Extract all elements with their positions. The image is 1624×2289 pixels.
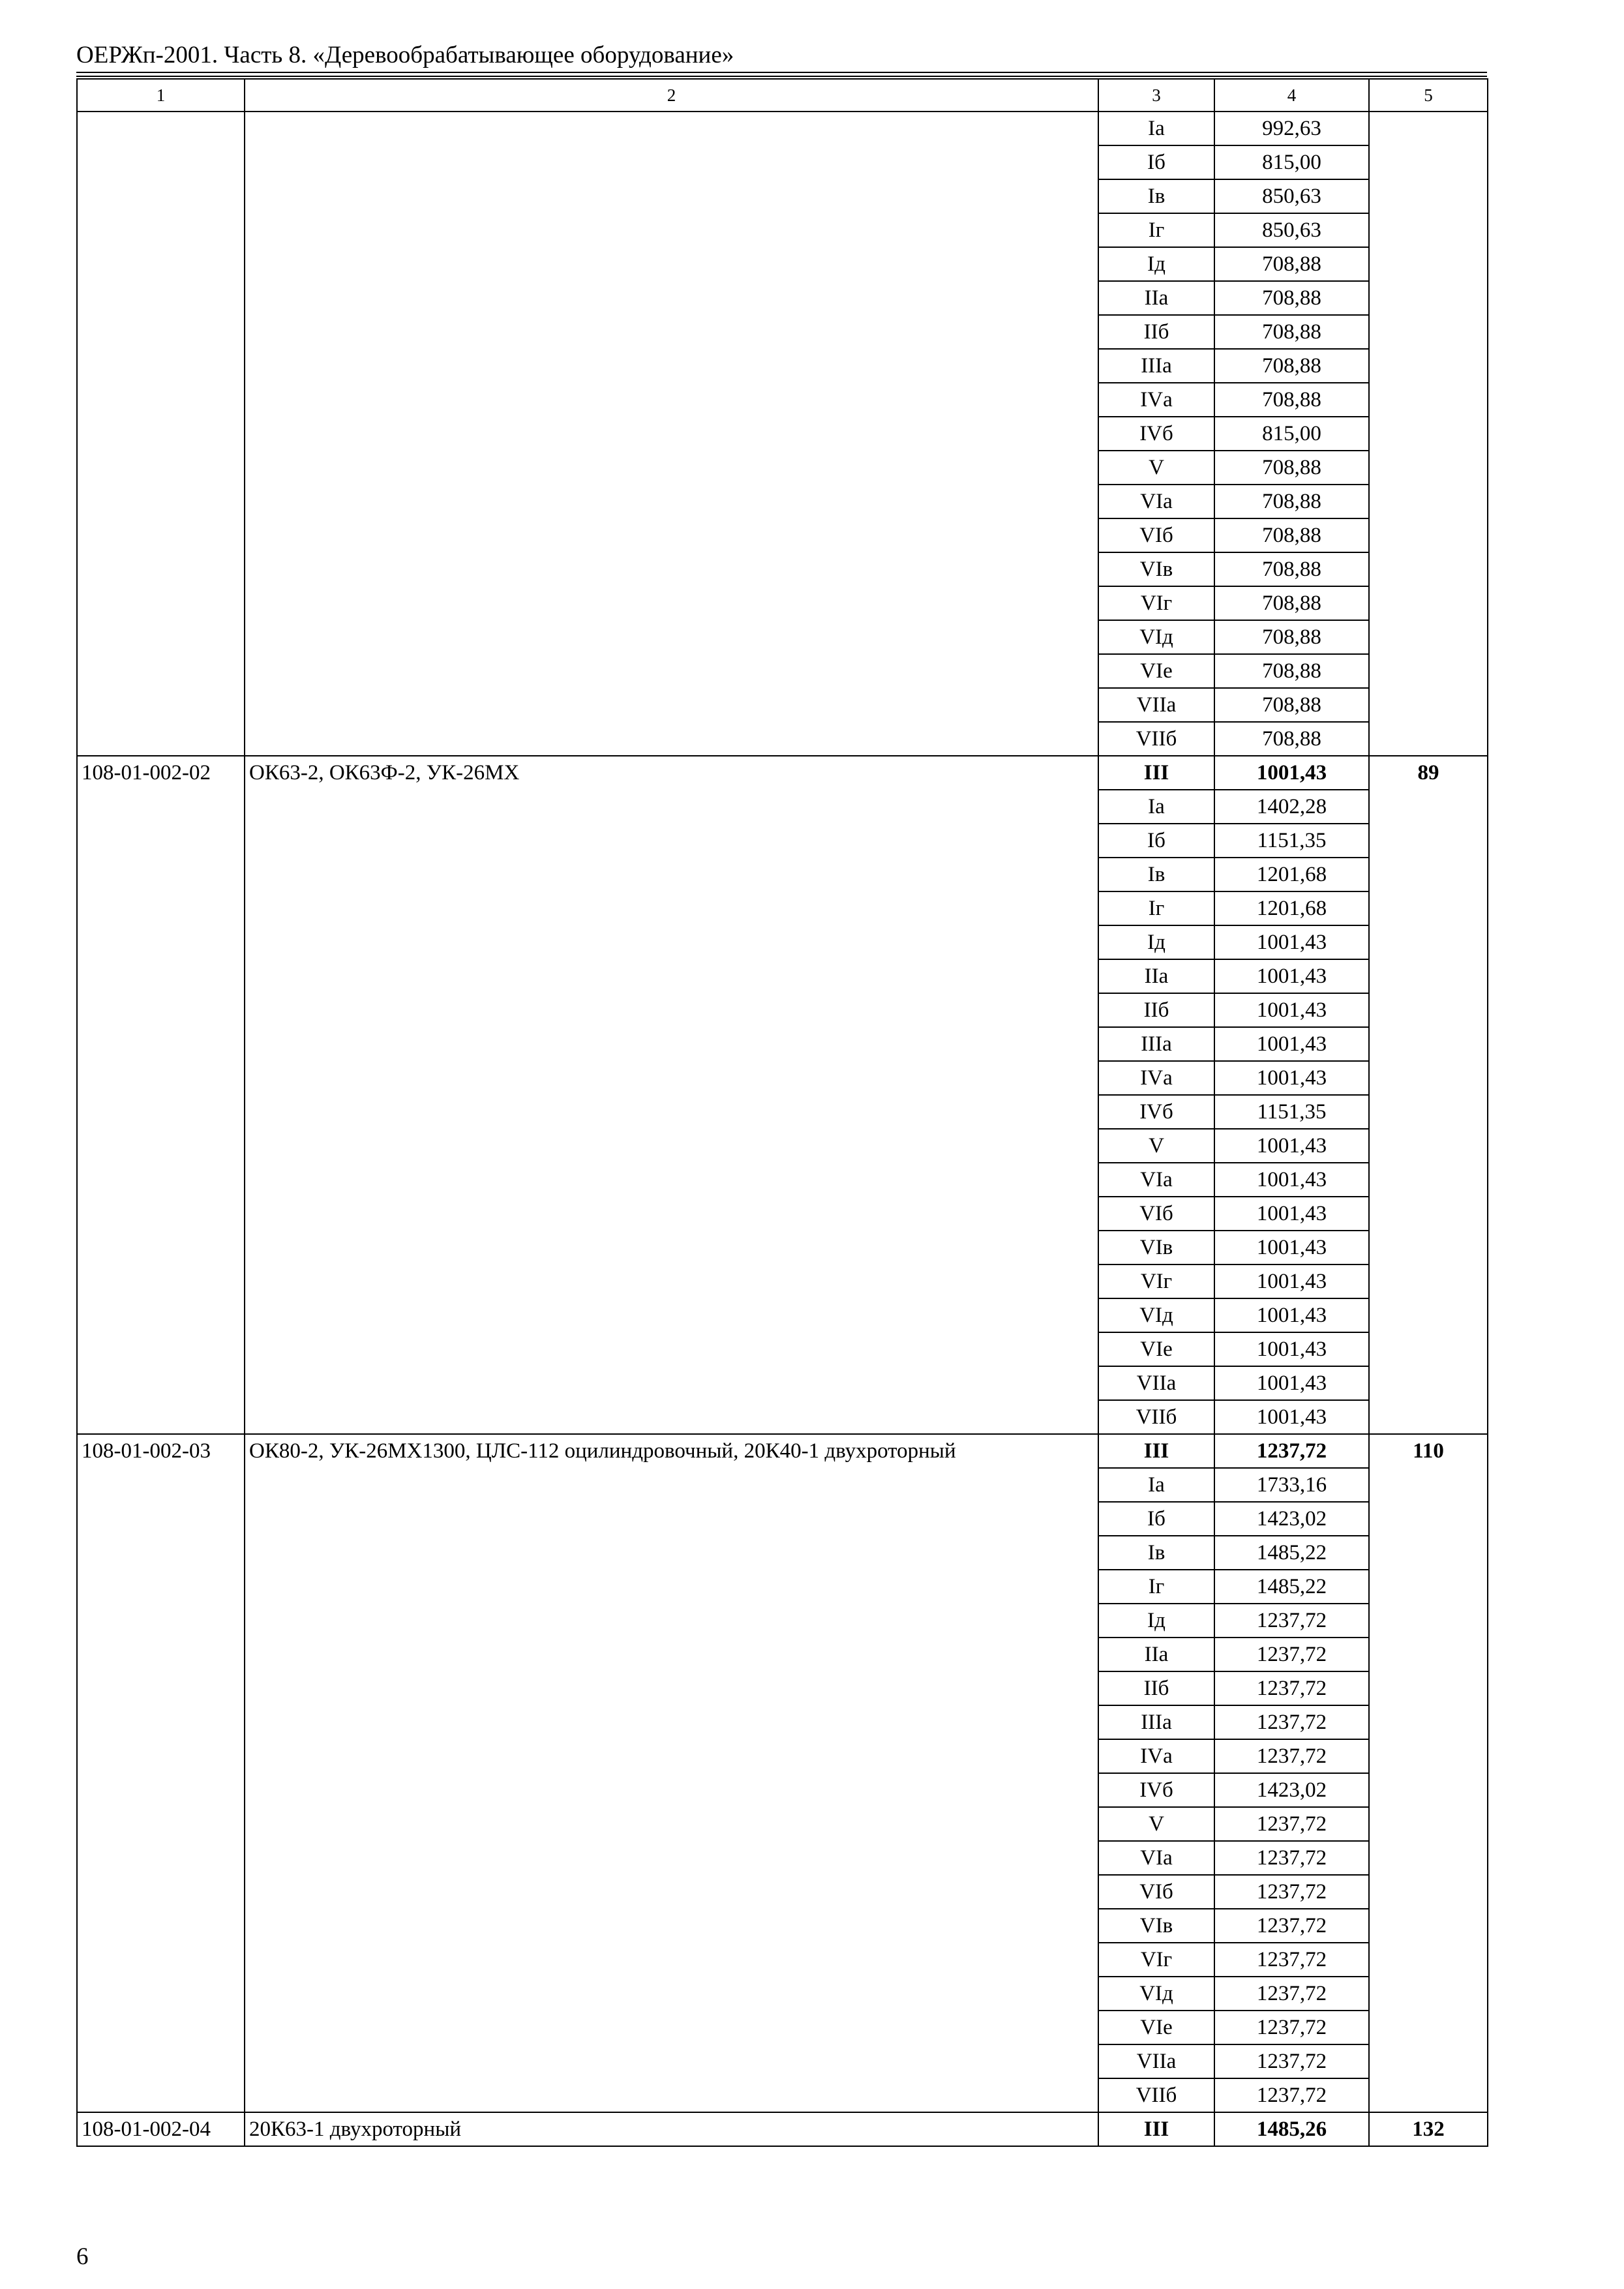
- price-cell: 1423,02: [1214, 1773, 1369, 1807]
- zone-cell: VIIа: [1098, 688, 1214, 722]
- price-cell: 708,88: [1214, 688, 1369, 722]
- price-cell: 1001,43: [1214, 1264, 1369, 1298]
- item-name: [245, 112, 1098, 756]
- price-cell: 1001,43: [1214, 993, 1369, 1027]
- zone-cell: Iв: [1098, 858, 1214, 891]
- column-number: 1: [77, 79, 245, 112]
- zone-cell: VIа: [1098, 1841, 1214, 1875]
- norm-cell: 110: [1369, 1434, 1488, 2112]
- price-cell: 1237,72: [1214, 1909, 1369, 1943]
- price-cell: 1237,72: [1214, 2044, 1369, 2078]
- zone-cell: IVб: [1098, 417, 1214, 451]
- zone-cell: V: [1098, 451, 1214, 485]
- zone-cell: IVб: [1098, 1095, 1214, 1129]
- zone-cell: VIд: [1098, 620, 1214, 654]
- price-cell: 708,88: [1214, 586, 1369, 620]
- price-cell: 1001,43: [1214, 1197, 1369, 1231]
- zone-cell: VIе: [1098, 2011, 1214, 2044]
- zone-cell: VIд: [1098, 1977, 1214, 2011]
- price-cell: 1001,43: [1214, 1027, 1369, 1061]
- price-cell: 1001,43: [1214, 1163, 1369, 1197]
- zone-cell: IIб: [1098, 993, 1214, 1027]
- price-cell: 1001,43: [1214, 1231, 1369, 1264]
- zone-cell: VIе: [1098, 1332, 1214, 1366]
- price-cell: 1402,28: [1214, 790, 1369, 824]
- price-cell: 1485,22: [1214, 1536, 1369, 1570]
- zone-cell: IVб: [1098, 1773, 1214, 1807]
- price-cell: 1237,72: [1214, 1977, 1369, 2011]
- zone-cell: VIв: [1098, 1231, 1214, 1264]
- zone-cell: III: [1098, 1434, 1214, 1468]
- price-cell: 1001,43: [1214, 1298, 1369, 1332]
- price-table-body: [77, 79, 1488, 2146]
- price-cell: 708,88: [1214, 281, 1369, 315]
- price-cell: 1001,43: [1214, 1061, 1369, 1095]
- zone-cell: V: [1098, 1807, 1214, 1841]
- price-cell: 850,63: [1214, 213, 1369, 247]
- zone-cell: Iа: [1098, 1468, 1214, 1502]
- zone-cell: VIд: [1098, 1298, 1214, 1332]
- price-cell: 815,00: [1214, 417, 1369, 451]
- price-cell: 708,88: [1214, 552, 1369, 586]
- price-cell: 1237,72: [1214, 1671, 1369, 1705]
- price-cell: 1237,72: [1214, 1807, 1369, 1841]
- zone-cell: IIIа: [1098, 1027, 1214, 1061]
- zone-cell: III: [1098, 2112, 1214, 2146]
- zone-cell: VIа: [1098, 485, 1214, 518]
- zone-cell: VIIа: [1098, 2044, 1214, 2078]
- price-cell: 1001,43: [1214, 756, 1369, 790]
- price-cell: 1237,72: [1214, 2078, 1369, 2112]
- zone-cell: VIб: [1098, 518, 1214, 552]
- table-row: [77, 1434, 1488, 1468]
- header-rule-double: [76, 76, 1487, 77]
- table-row: [77, 112, 1488, 145]
- price-cell: 1237,72: [1214, 1638, 1369, 1671]
- column-number: 4: [1214, 79, 1369, 112]
- norm-cell: [1369, 112, 1488, 756]
- price-cell: 1151,35: [1214, 1095, 1369, 1129]
- zone-cell: Iб: [1098, 1502, 1214, 1536]
- price-cell: 1237,72: [1214, 1705, 1369, 1739]
- header-rule: [76, 72, 1487, 73]
- price-cell: 992,63: [1214, 112, 1369, 145]
- item-name: 20К63-1 двухроторный: [245, 2112, 1098, 2146]
- document-header: ОЕРЖп-2001. Часть 8. «Деревообрабатывающее оборудование»: [76, 42, 734, 68]
- item-code: 108-01-002-04: [77, 2112, 245, 2146]
- zone-cell: VIIб: [1098, 2078, 1214, 2112]
- price-cell: 708,88: [1214, 654, 1369, 688]
- item-code: 108-01-002-02: [77, 756, 245, 1434]
- price-cell: 1001,43: [1214, 1400, 1369, 1434]
- norm-cell: 132: [1369, 2112, 1488, 2146]
- zone-cell: IIб: [1098, 315, 1214, 349]
- zone-cell: Iд: [1098, 1604, 1214, 1638]
- zone-cell: Iг: [1098, 1570, 1214, 1604]
- zone-cell: Iв: [1098, 179, 1214, 213]
- zone-cell: VIв: [1098, 1909, 1214, 1943]
- table-row: [77, 2112, 1488, 2146]
- price-cell: 1237,72: [1214, 1841, 1369, 1875]
- column-number: 5: [1369, 79, 1488, 112]
- price-cell: 708,88: [1214, 518, 1369, 552]
- price-cell: 1237,72: [1214, 1434, 1369, 1468]
- price-cell: 708,88: [1214, 247, 1369, 281]
- item-name: ОК63-2, ОК63Ф-2, УК-26МХ: [245, 756, 1098, 1434]
- zone-cell: Iд: [1098, 925, 1214, 959]
- price-cell: 708,88: [1214, 485, 1369, 518]
- item-code: 108-01-002-03: [77, 1434, 245, 2112]
- price-cell: 1001,43: [1214, 1129, 1369, 1163]
- price-cell: 1237,72: [1214, 1943, 1369, 1977]
- zone-cell: VIе: [1098, 654, 1214, 688]
- zone-cell: VIб: [1098, 1875, 1214, 1909]
- price-cell: 1485,22: [1214, 1570, 1369, 1604]
- table-row: [77, 756, 1488, 790]
- zone-cell: Iв: [1098, 1536, 1214, 1570]
- zone-cell: Iа: [1098, 790, 1214, 824]
- price-cell: 1237,72: [1214, 1739, 1369, 1773]
- price-cell: 1001,43: [1214, 959, 1369, 993]
- zone-cell: IIIа: [1098, 1705, 1214, 1739]
- zone-cell: V: [1098, 1129, 1214, 1163]
- price-table: [76, 78, 1488, 2147]
- price-cell: 1237,72: [1214, 1875, 1369, 1909]
- zone-cell: IIIа: [1098, 349, 1214, 383]
- zone-cell: IVа: [1098, 383, 1214, 417]
- price-cell: 708,88: [1214, 349, 1369, 383]
- price-cell: 1423,02: [1214, 1502, 1369, 1536]
- zone-cell: IIа: [1098, 959, 1214, 993]
- zone-cell: VIб: [1098, 1197, 1214, 1231]
- zone-cell: VIг: [1098, 1264, 1214, 1298]
- column-number-row: [77, 79, 1488, 112]
- price-cell: 1237,72: [1214, 2011, 1369, 2044]
- zone-cell: IVа: [1098, 1061, 1214, 1095]
- zone-cell: IIа: [1098, 281, 1214, 315]
- price-cell: 708,88: [1214, 620, 1369, 654]
- price-cell: 1485,26: [1214, 2112, 1369, 2146]
- price-cell: 708,88: [1214, 451, 1369, 485]
- zone-cell: Iг: [1098, 213, 1214, 247]
- column-number: 2: [245, 79, 1098, 112]
- price-cell: 1001,43: [1214, 1332, 1369, 1366]
- price-cell: 708,88: [1214, 722, 1369, 756]
- zone-cell: Iд: [1098, 247, 1214, 281]
- zone-cell: VIIб: [1098, 722, 1214, 756]
- zone-cell: Iб: [1098, 145, 1214, 179]
- zone-cell: Iа: [1098, 112, 1214, 145]
- zone-cell: VIг: [1098, 586, 1214, 620]
- price-cell: 1001,43: [1214, 1366, 1369, 1400]
- zone-cell: IIб: [1098, 1671, 1214, 1705]
- norm-cell: 89: [1369, 756, 1488, 1434]
- item-name: ОК80-2, УК-26МХ1300, ЦЛС-112 оцилиндровочный, 20К40-1 двухроторный: [245, 1434, 1098, 2112]
- zone-cell: IVа: [1098, 1739, 1214, 1773]
- zone-cell: VIв: [1098, 552, 1214, 586]
- price-cell: 708,88: [1214, 383, 1369, 417]
- zone-cell: VIа: [1098, 1163, 1214, 1197]
- price-cell: 1733,16: [1214, 1468, 1369, 1502]
- zone-cell: VIIб: [1098, 1400, 1214, 1434]
- zone-cell: III: [1098, 756, 1214, 790]
- zone-cell: VIIа: [1098, 1366, 1214, 1400]
- column-number: 3: [1098, 79, 1214, 112]
- zone-cell: Iг: [1098, 891, 1214, 925]
- price-cell: 708,88: [1214, 315, 1369, 349]
- price-cell: 1237,72: [1214, 1604, 1369, 1638]
- zone-cell: Iб: [1098, 824, 1214, 858]
- item-code: [77, 112, 245, 756]
- price-cell: 1001,43: [1214, 925, 1369, 959]
- zone-cell: VIг: [1098, 1943, 1214, 1977]
- price-cell: 1201,68: [1214, 858, 1369, 891]
- price-cell: 1151,35: [1214, 824, 1369, 858]
- price-cell: 815,00: [1214, 145, 1369, 179]
- price-cell: 850,63: [1214, 179, 1369, 213]
- page-number: 6: [76, 2243, 89, 2270]
- zone-cell: IIа: [1098, 1638, 1214, 1671]
- price-cell: 1201,68: [1214, 891, 1369, 925]
